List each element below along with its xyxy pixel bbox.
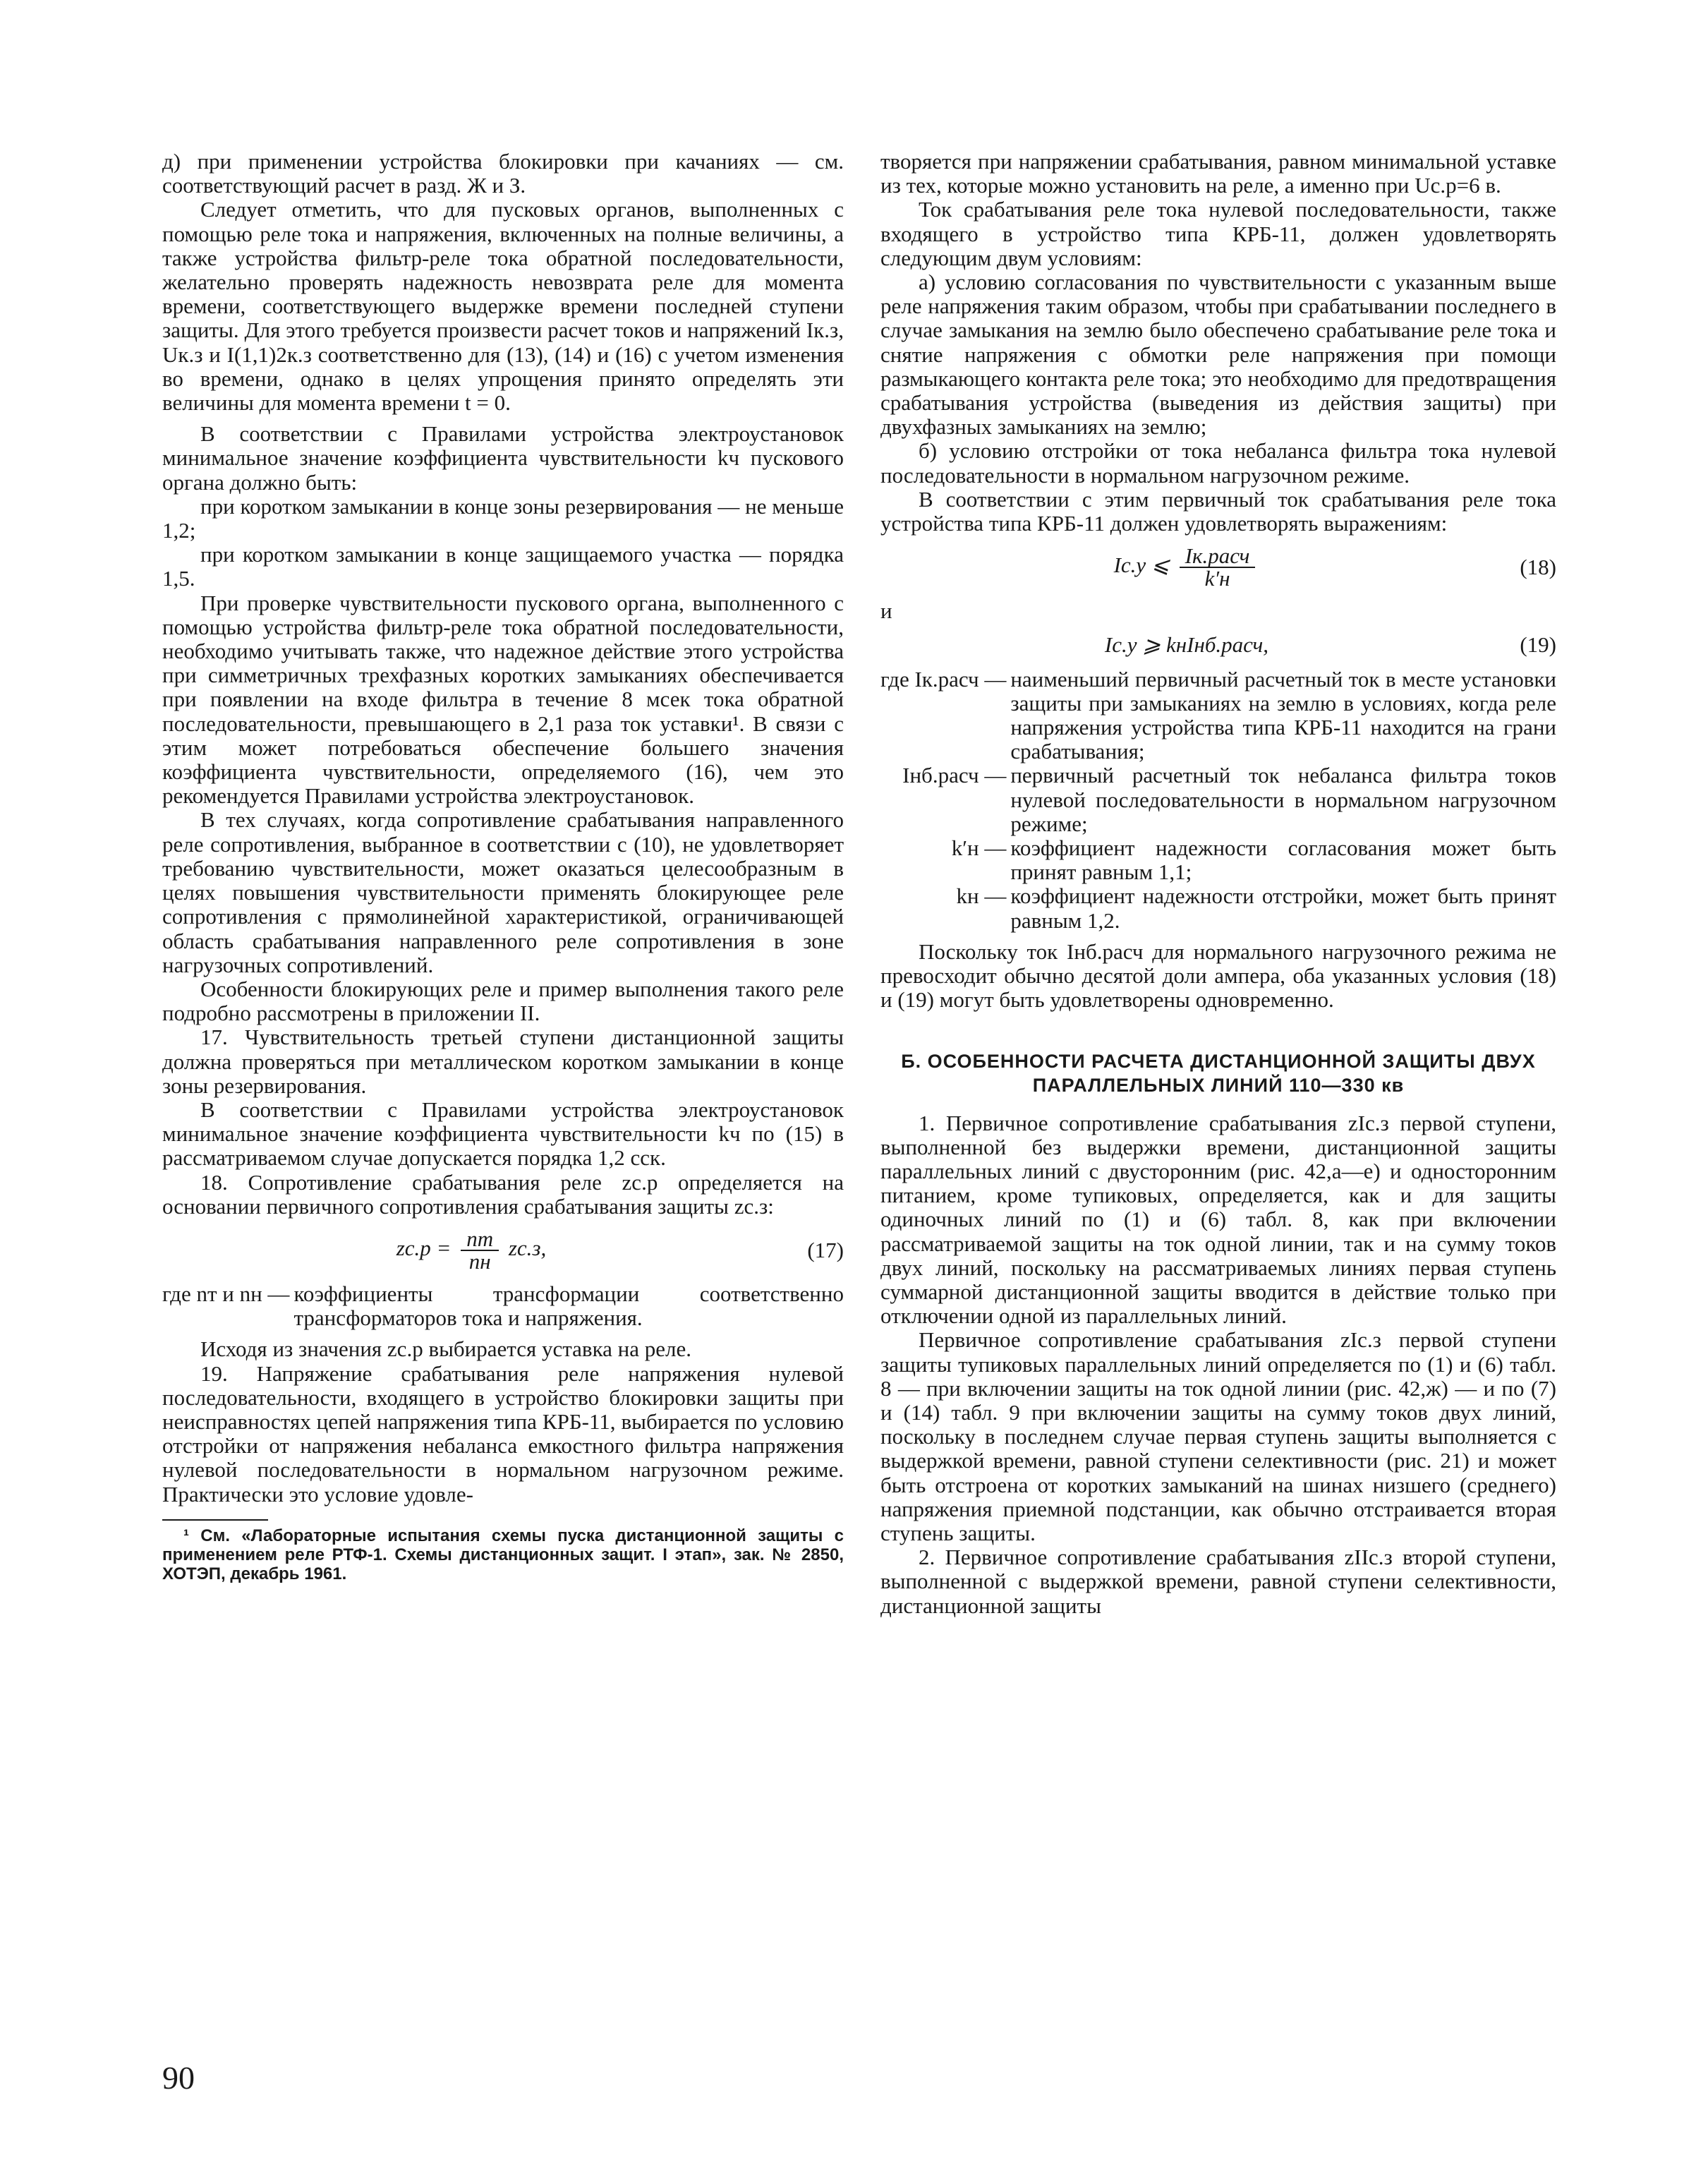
left-column [162,150,844,1583]
right-column [880,150,1556,1618]
definition-term: k′н — [951,835,1007,861]
definition-desc: коэффициент надежности отстройки, может быть принят равным 1,2. [1010,883,1556,933]
definition-term: где Iк.расч — [880,666,1007,692]
definitions-17 [162,1282,844,1330]
formula-expression [162,1226,780,1274]
paragraph: 18. Сопротивление срабатывания реле zс.р определяется на основании первичного сопротивления срабатывания защиты zс.з: [162,1169,844,1219]
definition-desc: наименьший первичный расчетный ток в месте установки защиты при замыканиях на землю в условиях, когда реле напряжения устройства типа КРБ-11 находится на грани срабатывания; [1010,666,1556,764]
paragraph: Поскольку ток Iнб.расч для нормального нагрузочного режима не превосходит обычно десятой доли ампера, оба указанных условия (18) и (19) могут быть удовлетворены одновременно. [880,938,1556,1013]
footnote: ¹ См. «Лабораторные испытания схемы пуска дистанционной защиты с применением реле РТФ-1. Схемы дистанционных защит. I этап», зак. № 2850, ХОТЭП, декабрь 1961. [162,1526,844,1583]
paragraph: Исходя из значения zс.р выбирается уставка на реле. [200,1336,692,1362]
page-number: 90 [162,2060,195,2096]
section-heading: Б. ОСОБЕННОСТИ РАСЧЕТА ДИСТАНЦИОННОЙ ЗАЩИТЫ ДВУХ ПАРАЛЛЕЛЬНЫХ ЛИНИЙ 110—330 кв [901,1050,1536,1096]
definition-term: где nт и nн — [162,1281,290,1306]
paragraph: при коротком замыкании в конце защищаемого участка — порядка 1,5. [162,542,844,591]
definition-term: Iнб.расч — [902,763,1007,788]
definition-desc: коэффициент надежности согласования может быть принят равным 1,1; [1010,835,1556,885]
equation-number: (17) [807,1237,844,1262]
definition-desc: коэффициенты трансформации соответственно трансформаторов тока и напряжения. [293,1281,844,1331]
paragraph: 19. Напряжение срабатывания реле напряжения нулевой последовательности, входящего в устройство блокировки защиты при неисправностях цепей напряжения типа КРБ-11, выбирается по условию отстройки от напряжения небаланса емкостного фильтра напряжения нулевой последовательности в нормальном нагрузочном режиме. Практически это условие удовле- [162,1360,844,1507]
paragraph: Особенности блокирующих реле и пример выполнения такого реле подробно рассмотрены в приложении II. [162,976,844,1026]
paragraph: В соответствии с этим первичный ток срабатывания реле тока устройства типа КРБ-11 должен удовлетворять выражениям: [880,486,1556,536]
paragraph: б) условию отстройки от тока небаланса фильтра тока нулевой последовательности в нормальном нагрузочном режиме. [880,438,1556,488]
formula-lhs: Iс.у ⩽ [1113,553,1170,578]
equation-number: (19) [1520,632,1556,658]
definition-term: kн — [956,883,1007,909]
conjunction: и [880,598,892,624]
paragraph: 2. Первичное сопротивление срабатывания zIIс.з второй ступени, выполненной с выдержкой времени, равной ступени селективности, дистанционной защиты [880,1545,1556,1618]
paragraph: творяется при напряжении срабатывания, равном минимальной уставке из тех, которые можно установить на реле, а именно при Uс.р=6 в. [880,149,1556,198]
paragraph: При проверке чувствительности пускового органа, выполненного с помощью устройства фильтр-реле тока обратной последовательности, необходимо учитывать также, что надежное действие этого устройства при симметричных трехфазных коротких замыканиях обеспечивается при появлении на входе фильтра в течение 8 мсек тока обратной последовательности, превышающего в 2,1 раза ток уставки¹. В связи с этим может потребоваться обеспечение большего значения коэффициента чувствительности, определяемого (16), чем это рекомендуется Правилами устройства электроустановок. [162,590,844,809]
paragraph: Следует отметить, что для пусковых органов, выполненных с помощью реле тока и напряжения, включенных на полные величины, а также устройства фильтр-реле тока обратной последовательности, желательно проверять надежность невозврата реле для момента времени, соответствующего выдержке времени последней ступени защиты. Для этого требуется произвести расчет токов и напряжений Iк.з, Uк.з и I(1,1)2к.з соответственно для (13), (14) и (16) с учетом изменения во времени, однако в целях упрощения принято определять эти величины для момента времени t = 0. [162,197,844,416]
formula-19 [880,633,1556,657]
paragraph: при коротком замыкании в конце зоны резервирования — не меньше 1,2; [162,493,844,543]
paragraph: Ток срабатывания реле тока нулевой последовательности, также входящего в устройство типа КРБ-11, должен удовлетворять следующим двум условиям: [880,197,1556,270]
formula-expression: Iс.у ⩾ kнIнб.расч, [1104,632,1269,658]
paragraph: В тех случаях, когда сопротивление срабатывания направленного реле сопротивления, выбранное в соответствии с (10), не удовлетворяет требованию чувствительности, может оказаться целесообразным в целях повышения чувствительности применять блокирующее реле сопротивления с прямолинейной характеристикой, ограничивающей область срабатывания направленного реле сопротивления в зоне нагрузочных сопротивлений. [162,807,844,977]
fraction-numerator: nт [461,1229,499,1251]
paragraph: Первичное сопротивление срабатывания zIс.з первой ступени защиты тупиковых параллельных линий определяется по (1) и (6) табл. 8 — при включении защиты на ток одной линии (рис. 42,ж) — и по (7) и (14) табл. 9 при включении защиты на сумму токов двух линий, поскольку в последнем случае первая ступень защиты выполняется с выдержкой времени, равной ступени селективности (рис. 21) и может быть отстроена от коротких замыканий на шинах низшего (среднего) напряжения приемной подстанции, как обычно отстраивается вторая ступень защиты. [880,1327,1556,1545]
footnote-divider [162,1519,268,1521]
formula-lhs: zс.р = [396,1236,452,1261]
fraction [1180,545,1256,589]
paragraph: 1. Первичное сопротивление срабатывания zIс.з первой ступени, выполненной без выдержки времени, дистанционной защиты параллельных линий с двусторонним (рис. 42,а—е) и односторонним питанием, кроме тупиковых, определяется, как и для защиты одиночных линий по (1) и (6) табл. 8, как при включении рассматриваемой защиты на ток одной линии, так и на сумму токов двух линий, поскольку на рассматриваемых линиях первая ступень суммарной дистанционной защиты вводится в действие только при отключении одной из параллельных линий. [880,1110,1556,1329]
fraction-denominator: k′н [1204,566,1230,591]
fraction-numerator: Iк.расч [1180,545,1256,568]
formula-rhs: zс.з, [508,1236,547,1261]
fraction-denominator: nн [468,1248,491,1274]
paragraph: а) условию согласования по чувствительности с указанным выше реле напряжения таким образом, чтобы при срабатывании последнего в случае замыкания на землю было обеспечено срабатывание реле тока и снятие напряжения с обмотки реле напряжения при помощи размыкающего контакта реле тока; это необходимо для предотвращения срабатывания устройства (выведения из действия защиты) при двухфазных замыканиях на землю; [880,270,1556,440]
paragraph: В соответствии с Правилами устройства электроустановок минимальное значение коэффициента чувствительности kч пускового органа должно быть: [162,421,844,495]
paragraph: д) при применении устройства блокировки при качаниях — см. соответствующий расчет в разд. Ж и З. [162,149,844,198]
definition-desc: первичный расчетный ток небаланса фильтра токов нулевой последовательности в нормальном нагрузочном режиме; [1010,763,1556,836]
formula-17 [162,1226,844,1274]
formula-18 [880,545,1556,589]
paragraph: В соответствии с Правилами устройства электроустановок минимальное значение коэффициента чувствительности kч по (15) в рассматриваемом случае допускается порядка 1,2 сск. [162,1097,844,1171]
paragraph: 17. Чувствительность третьей ступени дистанционной защиты должна проверяться при металлическом коротком замыкании в конце зоны резервирования. [162,1025,844,1098]
definitions-18-19 [880,668,1556,933]
formula-expression [880,545,1493,589]
equation-number: (18) [1520,555,1556,580]
fraction [461,1226,499,1274]
